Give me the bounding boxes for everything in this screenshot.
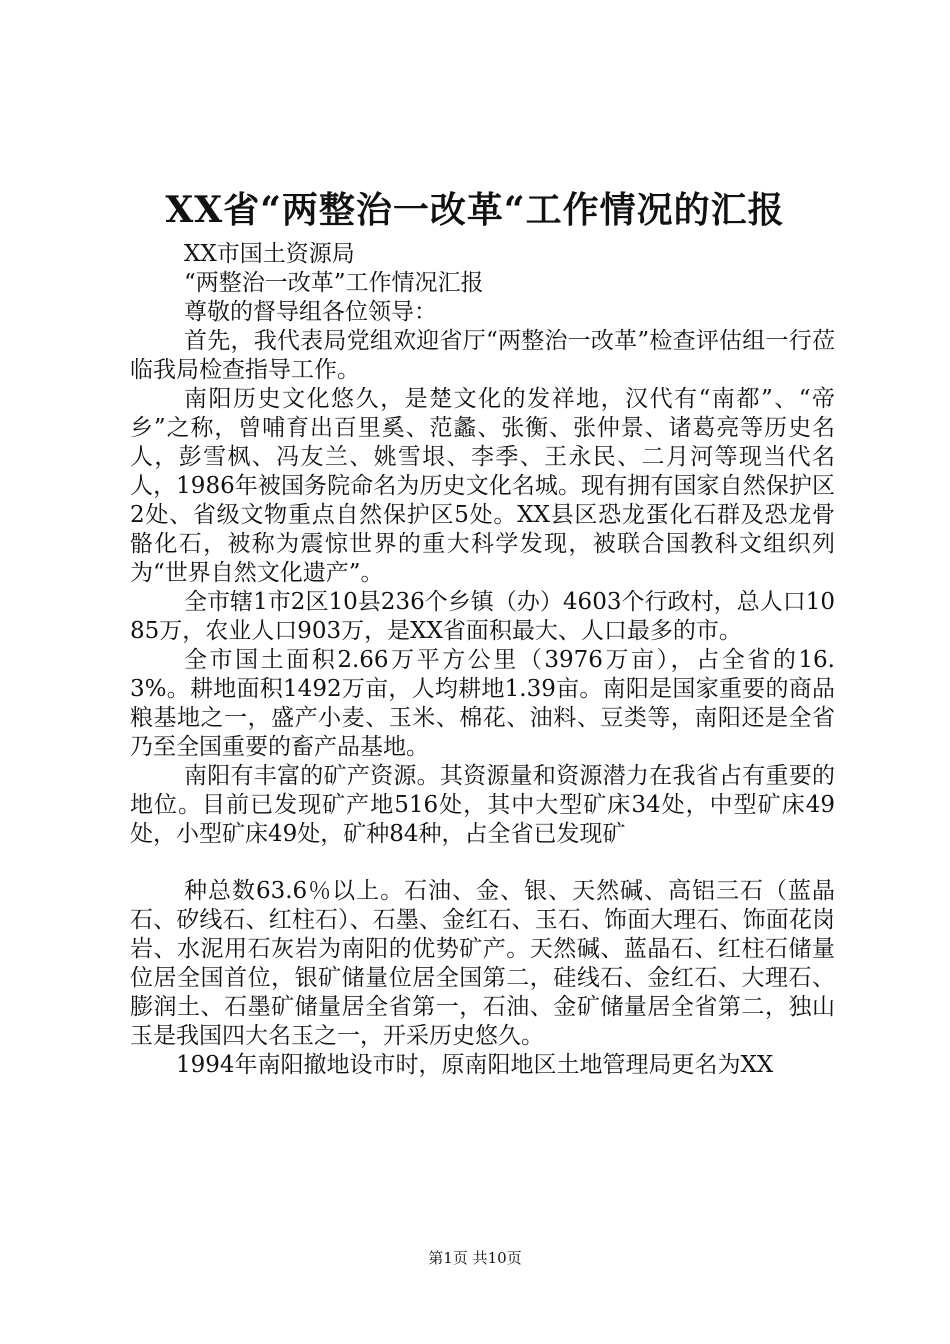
paragraph-subject: “两整治一改革”工作情况汇报	[184, 270, 484, 296]
page-number-footer: 第1页 共10页	[428, 1249, 522, 1267]
paragraph-land-area: 全市国土面积2.66万平方公里（3976万亩），占全省的16.3%。耕地面积1492万亩，人均耕地1.39亩。南阳是国家重要的商品粮基地之一，盛产小麦、玉米、棉花、油料、豆类等，南阳还是全省乃至全国重要的畜产品基地。	[130, 647, 835, 760]
paragraph-history: 南阳历史文化悠久，是楚文化的发祥地，汉代有“南都”、“帝乡”之称，曾哺育出百里奚、范蠡、张衡、张仲景、诸葛亮等历史名人，彭雪枫、冯友兰、姚雪垠、李季、王永民、二月河等现当代名人，1986年被国务院命名为历史文化名城。现有拥有国家自然保护区2处、省级文物重点自然保护区5处。XX县区恐龙蛋化石群及恐龙骨骼化石，被称为震惊世界的重大科学发现，被联合国教科文组织列为“世界自然文化遗产”。	[130, 386, 835, 586]
paragraph-population: 全市辖1市2区10县236个乡镇（办）4603个行政村，总人口1085万，农业人口903万，是XX省面积最大、人口最多的市。	[130, 589, 835, 644]
paragraph-minerals-continued: 种总数63.6％以上。石油、金、银、天然碱、高铝三石（蓝晶石、矽线石、红柱石）、石墨、金红石、玉石、饰面大理石、饰面花岗岩、水泥用石灰岩为南阳的优势矿产。天然碱、蓝晶石、红柱石储量位居全国首位，银矿储量位居全国第二，硅线石、金红石、大理石、膨润土、石墨矿储量居全省第一，石油、金矿储量居全省第二，独山玉是我国四大名玉之一，开采历史悠久。	[130, 878, 835, 1049]
paragraph-gap	[130, 849, 835, 877]
paragraph-salutation: 尊敬的督导组各位领导：	[184, 299, 437, 325]
document-body	[130, 240, 835, 1080]
paragraph-history-of-bureau: 1994年南阳撤地设市时，原南阳地区土地管理局更名为XX	[176, 1052, 774, 1078]
paragraph-minerals: 南阳有丰富的矿产资源。其资源量和资源潜力在我省占有重要的地位。目前已发现矿产地516处，其中大型矿床34处，中型矿床49处，小型矿床49处，矿种84种，占全省已发现矿	[130, 763, 835, 847]
paragraph-welcome: 首先，我代表局党组欢迎省厅“两整治一改革”检查评估组一行莅临我局检查指导工作。	[130, 328, 835, 383]
paragraph-sender: XX市国土资源局	[184, 241, 355, 267]
document-title: XX省“两整治一改革“工作情况的汇报	[165, 189, 785, 231]
